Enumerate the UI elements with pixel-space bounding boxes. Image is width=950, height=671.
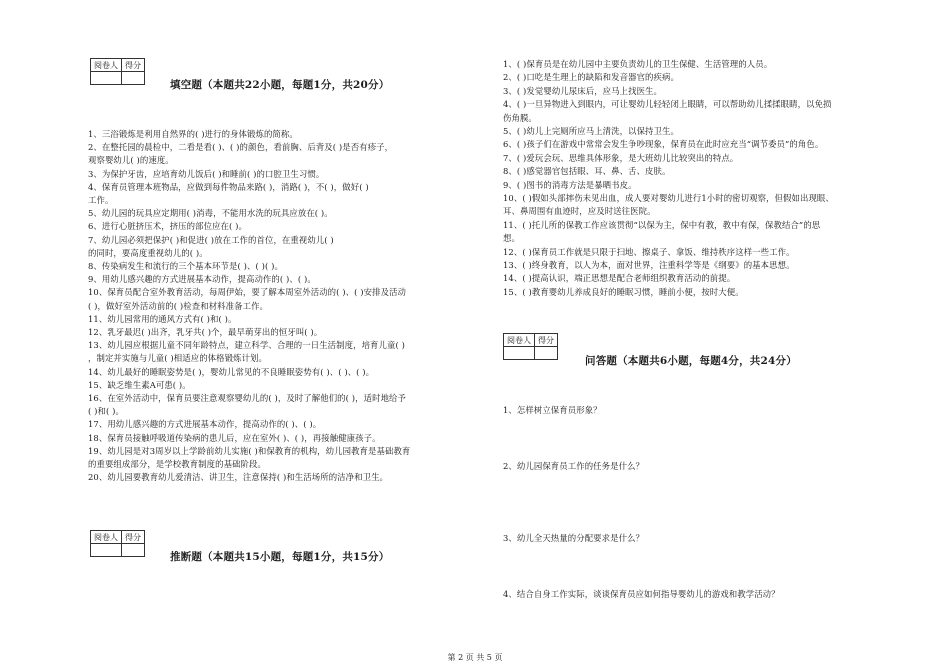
question-line: 18、保育员接触呼吸道传染病的患儿后，应在室外( )、( )，再接触健康孩子。 [88,432,381,443]
question-line: 10、( )假如头部摔伤未见出血，成人要对婴幼儿进行1小时的密切观察，但假如出现眼、 [503,193,834,203]
question-line: 10、保育员配合室外教育活动，每周伊始，要了解本周室外活动的( )、( )安排及活动 [88,287,406,298]
reviewer-cell[interactable] [91,72,122,85]
question-line: 4、保育员管理本班物品，应做到每件物品来路( )，消路( )，不( )，做好( ) [88,181,369,192]
question-line: 3、( )发觉婴幼儿尿床后，应马上找医生。 [503,85,662,96]
question-line: 17、用幼儿感兴趣的方式进展基本动作，提高动作的( )、( )。 [88,419,322,430]
score-label: 得分 [122,531,145,544]
question-line: 13、幼儿园应根据儿童不同年龄特点，建立科学、合理的一日生活制度，培育儿童( ) [88,340,405,351]
score-box-essay [503,333,558,360]
score-box-true-false [90,530,145,557]
question-line: 2、( )口吃是生理上的缺陷和发音器官的疾病。 [503,72,679,83]
question-line: 1、三浴锻炼是利用自然界的( )进行的身体锻炼的简称。 [88,129,298,139]
question-line: 15、缺乏维生素A可患( )。 [88,379,191,390]
question-line: 11、幼儿园常用的通风方式有( )和( )。 [88,313,237,324]
question-line: ，制定并实施与儿童( )相适应的体格锻炼计划。 [88,353,267,364]
score-cell[interactable] [535,347,558,360]
question-line: 观察婴幼儿( )的速度。 [88,155,174,166]
reviewer-label: 阅卷人 [504,334,535,347]
question-line: 7、幼儿园必须把保护( )和促进( )放在工作的首位，在重视幼儿( ) [88,234,334,245]
question-line: 16、在室外活动中，保育员要注意观察婴幼儿的( )，及时了解他们的( )，适时地给予 [88,393,406,403]
question-line: 12、乳牙最迟( )出齐，乳牙共( )个，最早萌芽出的恒牙叫( )。 [88,327,323,337]
score-box-fill-blank [90,58,145,85]
question-line: 2、幼儿园保育员工作的任务是什么？ [503,461,645,471]
question-line: 2、在整托园的晨检中，二看是看( )、( )的颜色，看前胸、后背及( )是否有疹子， [88,142,394,153]
reviewer-cell[interactable] [504,347,535,360]
reviewer-cell[interactable] [91,544,122,557]
question-line: 9、用幼儿感兴趣的方式进展基本动作，提高动作的( )、( )。 [88,274,316,285]
question-line: 的同时，要高度重视幼儿的( )。 [88,247,208,258]
page-number: 第 2 页 共 5 页 [447,653,503,662]
score-cell[interactable] [122,544,145,557]
question-line: 6、进行心脏挤压术，挤压的部位应在( )。 [88,221,247,232]
question-line: 3、幼儿全天热量的分配要求是什么？ [503,533,645,543]
question-line: 12、( )保育员工作就是只限于扫地、擦桌子、拿饭、维持秩序这样一些工作。 [503,246,795,257]
question-line: 想。 [503,233,520,244]
question-line: 8、传染病发生和流行的三个基本环节是( )、( )( )。 [88,261,283,271]
reviewer-label: 阅卷人 [91,59,122,72]
question-line: 14、幼儿最好的睡眠姿势是( )，婴幼儿常见的不良睡眠姿势有( )、( )、( )。 [88,366,375,377]
question-line: 6、( )孩子们在游戏中常常会发生争吵现象，保育员在此时应充当“调节委员”的角色。 [503,139,824,150]
question-line: 14、( )提高认识，端正思想是配合老师组织教育活动的前提。 [503,273,736,284]
question-line: 11、( )托儿所的保教工作应该贯彻“以保为主，保中有教，教中有保，保教结合”的思 [503,219,821,230]
fill-blank-title: 填空题（本题共22小题，每题1分，共20分） [170,79,390,91]
true-false-title: 推断题（本题共15小题，每题1分，共15分） [170,551,390,563]
question-line: 20、幼儿园要教育幼儿爱清洁、讲卫生，注意保持( )和生活场所的洁净和卫生。 [88,472,389,483]
question-line: 1、( )保育员是在幼儿园中主要负责幼儿的卫生保健、生活管理的人员。 [503,59,773,69]
score-label: 得分 [122,59,145,72]
question-line: 5、( )幼儿上完厕所应马上清洗，以保持卫生。 [503,126,679,136]
question-line: 1、怎样树立保育员形象？ [503,405,602,415]
question-line: 的重要组成部分，是学校教育制度的基础阶段。 [88,459,266,469]
reviewer-label: 阅卷人 [91,531,122,544]
question-line: 耳、鼻周围有血迹时，应及时送往医院。 [503,206,656,217]
question-line: 13、( )终身教育，以人为本，面对世界，注重科学等是《纲要》的基本思想。 [503,260,795,270]
score-label: 得分 [535,334,558,347]
score-cell[interactable] [122,72,145,85]
question-line: 工作。 [88,195,114,205]
question-line: 15、( )教育婴幼儿养成良好的睡眠习惯，睡前小便，按时大便。 [503,286,744,297]
essay-title: 问答题（本题共6小题，每题4分，共24分） [585,355,797,367]
question-line: 8、( )感觉器官包括眼、耳、鼻、舌、皮肤。 [503,166,671,177]
question-line: 7、( )爱玩会玩、思维具体形象，是大班幼儿比较突出的特点。 [503,152,739,163]
question-line: 4、结合自身工作实际，谈谈保育员应如何指导婴幼儿的游戏和教学活动？ [503,589,780,599]
question-line: ( )，做好室外活动前的( )检查和材料准备工作。 [88,300,269,311]
question-line: 9、( )图书的消毒方法是暴晒书皮。 [503,179,637,190]
question-line: 4、( )一旦异物进入到眼内，可让婴幼儿轻轻闭上眼睛，可以帮助幼儿揉揉眼睛，以免损 [503,99,832,110]
question-line: ( )和( )。 [88,406,124,417]
question-line: 5、幼儿园的玩具应定期用( )消毒，不能用水洗的玩具应放在( )。 [88,208,333,219]
question-line: 3、为保护牙齿，应培育幼儿饭后( )和睡前( )的口腔卫生习惯。 [88,168,325,179]
question-line: 19、幼儿园是对3周岁以上学龄前幼儿实施( )和保教育的机构，幼儿园教育是基础教育 [88,445,411,456]
question-line: 伤角膜。 [503,112,537,123]
